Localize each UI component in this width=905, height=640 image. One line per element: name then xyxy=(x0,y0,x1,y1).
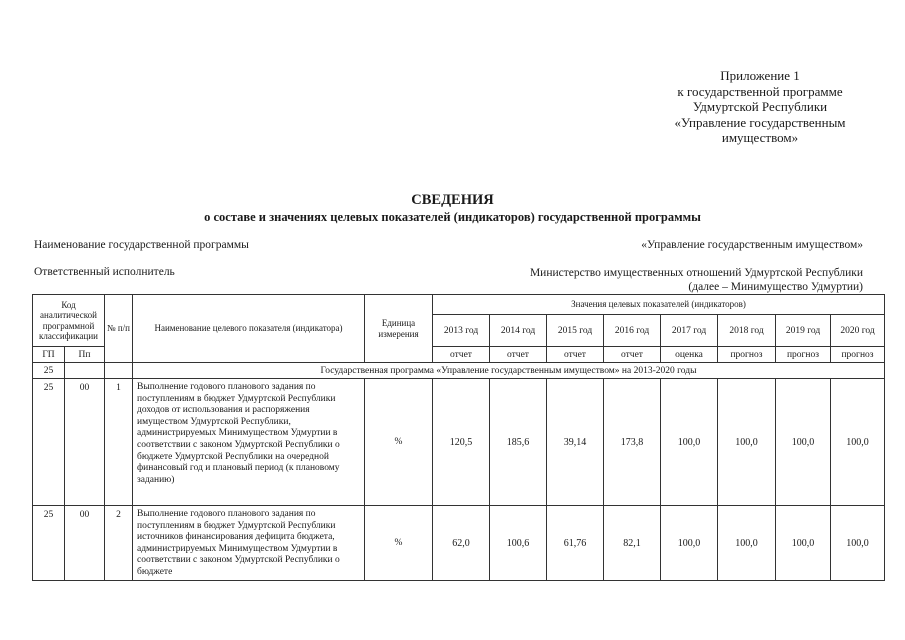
header-unit: Единица измерения xyxy=(365,295,433,363)
header-status: отчет xyxy=(433,347,490,363)
header-year: 2018 год xyxy=(718,315,776,347)
row-indicator-name-cell xyxy=(133,506,365,581)
header-status: прогноз xyxy=(718,347,776,363)
document-subtitle: о составе и значениях целевых показателей (индикаторов) государственной программы xyxy=(204,210,701,224)
row-value: 100,0 xyxy=(831,379,885,506)
row-unit: % xyxy=(365,379,433,506)
row-gp: 25 xyxy=(33,506,65,581)
header-status: прогноз xyxy=(831,347,885,363)
header-status: прогноз xyxy=(776,347,831,363)
appendix-line: имуществом» xyxy=(721,130,799,145)
row-value: 100,0 xyxy=(661,379,718,506)
appendix-line: Приложение 1 xyxy=(720,68,800,83)
row-value: 100,0 xyxy=(661,506,718,581)
appendix-header xyxy=(640,68,880,146)
row-value: 100,0 xyxy=(776,379,831,506)
header-num: № п/п xyxy=(105,295,133,363)
program-row-text: Государственная программа «Управление государственным имуществом» на 2013-2020 годы xyxy=(133,363,885,379)
appendix-line: Удмуртской Республики xyxy=(692,99,828,114)
row-value: 185,6 xyxy=(490,379,547,506)
header-code: Код аналитической программной классификации xyxy=(33,295,105,347)
row-indicator-name: Выполнение годового планового задания по поступлениям в бюджет Удмуртской Республики доходов от использования и распоряжения имуществом Удмуртской Республики, администрируемых Минимуществом Удмуртии в соответствии с законом Удмуртской Республики о бюджете Удмуртской Республики на очередной финансовый год и плановый период (к плановому заданию) xyxy=(133,379,365,506)
executor-value-line: Министерство имущественных отношений Удмуртской Республики xyxy=(529,267,863,279)
program-row xyxy=(33,363,885,379)
row-num: 1 xyxy=(105,379,133,506)
row-value: 62,0 xyxy=(433,506,490,581)
header-status: отчет xyxy=(604,347,661,363)
appendix-line: «Управление государственным xyxy=(674,114,846,130)
program-value: «Управление государственным имуществом» xyxy=(641,239,863,251)
header-gp: ГП xyxy=(33,347,65,363)
row-pp: 00 xyxy=(65,379,105,506)
row-value: 100,6 xyxy=(490,506,547,581)
executor-label: Ответственный исполнитель xyxy=(34,266,175,278)
header-status: оценка xyxy=(661,347,718,363)
executor-value-line: (далее – Минимущество Удмуртии) xyxy=(688,281,863,293)
row-unit: % xyxy=(365,506,433,581)
header-row xyxy=(33,295,885,315)
row-value: 120,5 xyxy=(433,379,490,506)
row-value: 39,14 xyxy=(547,379,604,506)
row-value: 100,0 xyxy=(718,506,776,581)
header-status: отчет xyxy=(490,347,547,363)
program-row-empty xyxy=(65,363,105,379)
row-gp: 25 xyxy=(33,379,65,506)
row-value: 100,0 xyxy=(776,506,831,581)
header-name: Наименование целевого показателя (индикатора) xyxy=(133,295,365,363)
row-value: 82,1 xyxy=(604,506,661,581)
executor-value xyxy=(530,266,863,294)
header-year: 2020 год xyxy=(831,315,885,347)
header-year: 2019 год xyxy=(776,315,831,347)
program-label: Наименование государственной программы xyxy=(34,239,249,251)
table-row xyxy=(33,379,885,506)
table-row xyxy=(33,506,885,581)
header-values: Значения целевых показателей (индикаторов) xyxy=(433,295,885,315)
row-value: 61,76 xyxy=(547,506,604,581)
row-indicator-name: Выполнение годового планового задания по поступлениям в бюджет Удмуртской Республики источников финансирования дефицита бюджета, администрируемых Минимуществом Удмуртии в соответствии с законом Удмуртской Республики о бюджете xyxy=(137,509,340,577)
header-status: отчет xyxy=(547,347,604,363)
row-num: 2 xyxy=(105,506,133,581)
indicators-table xyxy=(32,294,885,581)
header-year: 2013 год xyxy=(433,315,490,347)
header-year: 2014 год xyxy=(490,315,547,347)
row-value: 100,0 xyxy=(831,506,885,581)
row-value: 173,8 xyxy=(604,379,661,506)
row-value: 100,0 xyxy=(718,379,776,506)
program-row-gp: 25 xyxy=(33,363,65,379)
row-pp: 00 xyxy=(65,506,105,581)
appendix-line: к государственной программе xyxy=(677,83,843,99)
header-year: 2015 год xyxy=(547,315,604,347)
document-title: СВЕДЕНИЯ xyxy=(411,192,494,208)
header-year: 2016 год xyxy=(604,315,661,347)
header-pp: Пп xyxy=(65,347,105,363)
program-row-empty xyxy=(105,363,133,379)
header-year: 2017 год xyxy=(661,315,718,347)
